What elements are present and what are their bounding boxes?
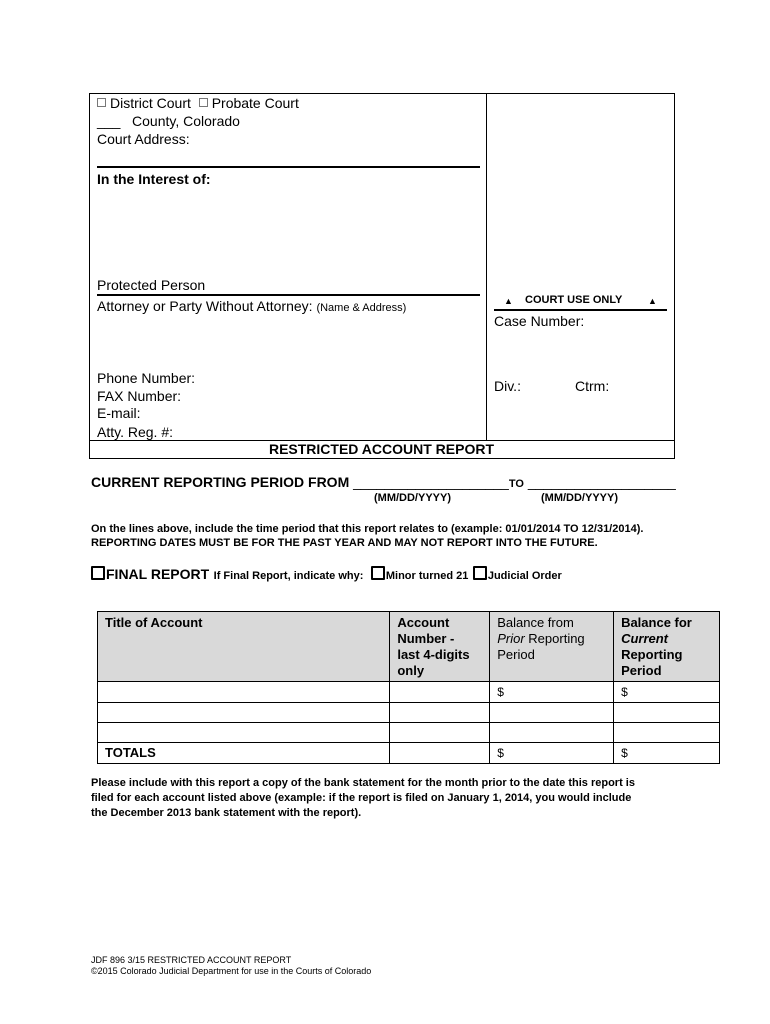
reporting-period-label: CURRENT REPORTING PERIOD FROM (91, 474, 350, 490)
reporting-period-line (91, 474, 676, 490)
prior-balance-cell[interactable] (490, 703, 614, 723)
caption-divider (486, 93, 487, 440)
attorney-label: Attorney or Party Without Attorney: (97, 298, 313, 314)
county-blank[interactable]: ___ (97, 113, 121, 129)
prior-balance-cell[interactable] (490, 723, 614, 743)
county-label: County, Colorado (132, 113, 240, 129)
protected-person-label: Protected Person (97, 277, 206, 293)
footer-form-id: JDF 896 3/15 RESTRICTED ACCOUNT REPORT (91, 955, 292, 965)
period-to-blank[interactable]: ___________________ (527, 474, 676, 490)
totals-row (98, 743, 720, 764)
attorney-line (97, 298, 406, 317)
case-number-label: Case Number: (494, 313, 585, 329)
header-balance-current: Balance for Current Reporting Period (614, 612, 720, 682)
table-row (98, 723, 720, 743)
up-arrow-icon: ▲ (504, 296, 513, 306)
table-row (98, 703, 720, 723)
account-title-cell[interactable] (98, 703, 390, 723)
ctrm-label: Ctrm: (575, 378, 610, 394)
final-report-checkbox[interactable] (91, 566, 105, 580)
name-address-label: (Name & Address) (316, 302, 407, 314)
header-title-of-account: Title of Account (98, 612, 390, 682)
current-balance-cell[interactable] (614, 703, 720, 723)
judicial-order-checkbox[interactable] (473, 566, 487, 580)
header-account-number: Account Number - last 4-digits only (390, 612, 490, 682)
final-report-why: If Final Report, indicate why: (213, 570, 364, 582)
header-balance-prior: Balance from Prior Reporting Period (490, 612, 614, 682)
court-type-line (97, 95, 299, 112)
email-label: E-mail: (97, 405, 141, 421)
account-title-cell[interactable] (98, 682, 390, 703)
note-line-3: the December 2013 bank statement with the report). (91, 807, 362, 819)
table-header-row (98, 612, 720, 682)
up-arrow-icon: ▲ (648, 296, 657, 306)
note-paragraph (91, 776, 725, 821)
minor-turned-21-checkbox[interactable] (371, 566, 385, 580)
period-from-blank[interactable]: ____________________ (353, 474, 509, 490)
account-number-cell[interactable] (390, 723, 490, 743)
final-report-label: FINAL REPORT (106, 566, 210, 582)
totals-current-cell[interactable]: $ (614, 743, 720, 764)
totals-prior-cell[interactable]: $ (490, 743, 614, 764)
instruction-line-2: REPORTING DATES MUST BE FOR THE PAST YEAR AND MAY NOT REPORT INTO THE FUTURE. (91, 537, 598, 549)
totals-label: TOTALS (98, 743, 390, 764)
note-line-2: filed for each account listed above (example: if the report is filed on January 1, 2014, you would include (91, 792, 632, 804)
account-title-cell[interactable] (98, 723, 390, 743)
accounts-table (97, 611, 720, 764)
final-report-line (91, 566, 562, 584)
caption-rule-1 (97, 166, 480, 168)
probate-court-label: Probate Court (211, 95, 299, 111)
in-interest-label: In the Interest of: (97, 171, 211, 187)
note-line-1: Please include with this report a copy of the bank statement for the month prior to the date this report is (91, 777, 635, 789)
judicial-order-label: Judicial Order (487, 570, 562, 582)
table-row (98, 682, 720, 703)
court-use-only-label: COURT USE ONLY (525, 294, 623, 306)
court-address-label: Court Address: (97, 131, 190, 147)
prior-balance-cell[interactable]: $ (490, 682, 614, 703)
form-title: RESTRICTED ACCOUNT REPORT (268, 441, 495, 457)
account-number-cell[interactable] (390, 703, 490, 723)
caption-rule-2 (97, 294, 480, 296)
court-use-rule (494, 309, 667, 311)
account-number-cell[interactable] (390, 682, 490, 703)
fax-label: FAX Number: (97, 388, 182, 404)
period-to-label: TO (508, 478, 524, 490)
district-court-checkbox[interactable] (97, 98, 106, 107)
county-line (97, 113, 240, 130)
date-format-from: (MM/DD/YYYY) (374, 492, 451, 504)
div-label: Div.: (494, 378, 521, 394)
atty-reg-label: Atty. Reg. #: (97, 424, 173, 440)
phone-label: Phone Number: (97, 370, 196, 386)
totals-account-number-cell (390, 743, 490, 764)
probate-court-checkbox[interactable] (199, 98, 208, 107)
current-balance-cell[interactable]: $ (614, 682, 720, 703)
district-court-label: District Court (110, 95, 191, 111)
minor-turned-21-label: Minor turned 21 (385, 570, 469, 582)
date-format-to: (MM/DD/YYYY) (541, 492, 618, 504)
current-balance-cell[interactable] (614, 723, 720, 743)
footer-copyright: ©2015 Colorado Judicial Department for use in the Courts of Colorado (91, 966, 372, 976)
instruction-line-1: On the lines above, include the time period that this report relates to (example: 01/01/2014 TO 12/31/2014). (91, 523, 644, 535)
